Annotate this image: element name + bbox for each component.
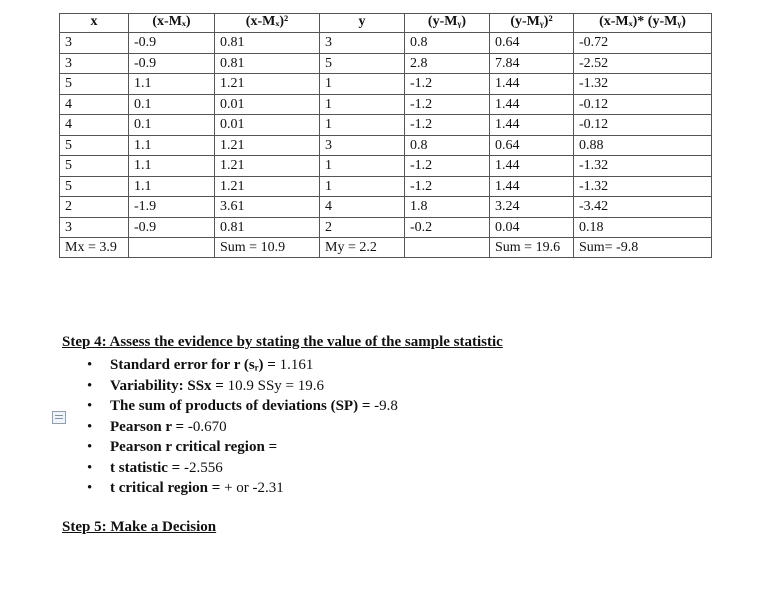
table-cell: 3 [320, 135, 405, 156]
table-cell: 4 [60, 115, 129, 136]
table-cell: 0.8 [405, 135, 490, 156]
bullet-value: -9.8 [370, 398, 398, 414]
column-header: (y-Mᵧ) [405, 14, 490, 33]
table-row [60, 33, 712, 54]
table-cell: 0.01 [215, 94, 320, 115]
table-cell: 3.24 [490, 197, 574, 218]
table-cell: -1.32 [574, 74, 712, 95]
table-cell: 0.81 [215, 33, 320, 54]
table-row [60, 176, 712, 197]
table-cell: 1.8 [405, 197, 490, 218]
summary-cell: Sum = 10.9 [215, 238, 320, 258]
table-cell: -1.32 [574, 176, 712, 197]
bullet-value: 1.161 [275, 357, 314, 373]
column-header: (y-Mᵧ)² [490, 14, 574, 33]
table-row [60, 217, 712, 238]
step4-bullet [62, 478, 762, 499]
table-cell: 1.21 [215, 156, 320, 177]
table-cell: 5 [60, 74, 129, 95]
summary-cell [405, 238, 490, 258]
header-row [60, 14, 712, 33]
table-cell: 0.1 [129, 115, 215, 136]
table-cell: -1.2 [405, 115, 490, 136]
table-cell: 2.8 [405, 53, 490, 74]
step4-bullet [62, 458, 762, 479]
summary-cell [129, 238, 215, 258]
table-cell: 1.44 [490, 156, 574, 177]
step4-bullet [62, 355, 762, 376]
table-cell: -0.12 [574, 94, 712, 115]
table-cell: 5 [320, 53, 405, 74]
column-header: (x-Mₓ)² [215, 14, 320, 33]
table-cell: 3 [60, 217, 129, 238]
step4-bullet [62, 396, 762, 417]
summary-cell: Sum= -9.8 [574, 238, 712, 258]
table-cell: 1 [320, 176, 405, 197]
table-row [60, 156, 712, 177]
table-cell: -0.2 [405, 217, 490, 238]
table-cell: 1.21 [215, 176, 320, 197]
table-cell: 1.1 [129, 135, 215, 156]
table-cell: 1.44 [490, 74, 574, 95]
table-cell: 0.18 [574, 217, 712, 238]
table-cell: 1 [320, 156, 405, 177]
table-cell: 1.1 [129, 176, 215, 197]
table-cell: 1.21 [215, 74, 320, 95]
table-cell: -0.72 [574, 33, 712, 54]
table-cell: -1.2 [405, 94, 490, 115]
step4-bullets [62, 355, 762, 499]
table-cell: 5 [60, 156, 129, 177]
column-header: x [60, 14, 129, 33]
data-table [59, 13, 712, 258]
table-cell: -2.52 [574, 53, 712, 74]
table-cell: -0.9 [129, 33, 215, 54]
table-row [60, 135, 712, 156]
bullet-label: t statistic = [110, 459, 181, 476]
table-row [60, 197, 712, 218]
table-cell: 1 [320, 115, 405, 136]
table-cell: 1.21 [215, 135, 320, 156]
table-cell: 2 [60, 197, 129, 218]
step4-heading: Step 4: Assess the evidence by stating the value of the sample statistic [62, 334, 503, 350]
table-cell: 1.44 [490, 115, 574, 136]
table-cell: 0.81 [215, 53, 320, 74]
table-cell: 0.04 [490, 217, 574, 238]
table-cell: 2 [320, 217, 405, 238]
table-cell: -1.2 [405, 74, 490, 95]
step4-bullet [62, 417, 762, 438]
summary-cell: My = 2.2 [320, 238, 405, 258]
summary-row [60, 238, 712, 258]
summary-cell: Sum = 19.6 [490, 238, 574, 258]
table-cell: -0.9 [129, 217, 215, 238]
bullet-value: -2.556 [180, 459, 223, 476]
table-cell: 1.44 [490, 176, 574, 197]
column-header: (x-Mₓ) [129, 14, 215, 33]
bullet-label: Standard error for r (sᵣ) = [110, 357, 276, 373]
bullet-label: Pearson r critical region = [110, 439, 278, 455]
bullet-value: 10.9 SSy = 19.6 [223, 377, 325, 394]
step4-bullet [62, 376, 762, 397]
table-cell: 7.84 [490, 53, 574, 74]
table-cell: 4 [60, 94, 129, 115]
table-cell: 0.64 [490, 33, 574, 54]
table-cell: 3 [60, 33, 129, 54]
steps-section [62, 333, 762, 540]
column-header: y [320, 14, 405, 33]
table-cell: 0.1 [129, 94, 215, 115]
table-cell: 1.1 [129, 74, 215, 95]
table-cell: 3.61 [215, 197, 320, 218]
table-cell: 1.44 [490, 94, 574, 115]
table-cell: 0.81 [215, 217, 320, 238]
table-cell: 1 [320, 74, 405, 95]
table-cell: 1 [320, 94, 405, 115]
bullet-label: Variability: SSx = [110, 377, 224, 394]
table-cell: -1.2 [405, 176, 490, 197]
table-cell: -3.42 [574, 197, 712, 218]
bullet-value: -0.670 [184, 418, 227, 435]
table-cell: 3 [320, 33, 405, 54]
table-cell: 3 [60, 53, 129, 74]
table-cell: 0.88 [574, 135, 712, 156]
table-cell: -1.2 [405, 156, 490, 177]
table-cell: 0.64 [490, 135, 574, 156]
bullet-label: The sum of products of deviations (SP) = [110, 398, 371, 414]
table-cell: -0.12 [574, 115, 712, 136]
table-cell: 0.01 [215, 115, 320, 136]
table-cell: -0.9 [129, 53, 215, 74]
table-row [60, 94, 712, 115]
bullet-label: Pearson r = [110, 418, 185, 435]
table-row [60, 115, 712, 136]
column-header: (x-Mₓ)* (y-Mᵧ) [574, 14, 712, 33]
table-cell: 1.1 [129, 156, 215, 177]
step4-bullet [62, 437, 762, 458]
table-row [60, 74, 712, 95]
step5-heading: Step 5: Make a Decision [62, 518, 217, 535]
table-row [60, 53, 712, 74]
table-cell: -1.9 [129, 197, 215, 218]
table-cell: -1.32 [574, 156, 712, 177]
summary-cell: Mx = 3.9 [60, 238, 129, 258]
bullet-value: + or -2.31 [220, 480, 284, 496]
bullet-label: t critical region = [110, 480, 221, 496]
table-cell: 4 [320, 197, 405, 218]
table-cell: 5 [60, 176, 129, 197]
table-cell: 5 [60, 135, 129, 156]
table-cell: 0.8 [405, 33, 490, 54]
